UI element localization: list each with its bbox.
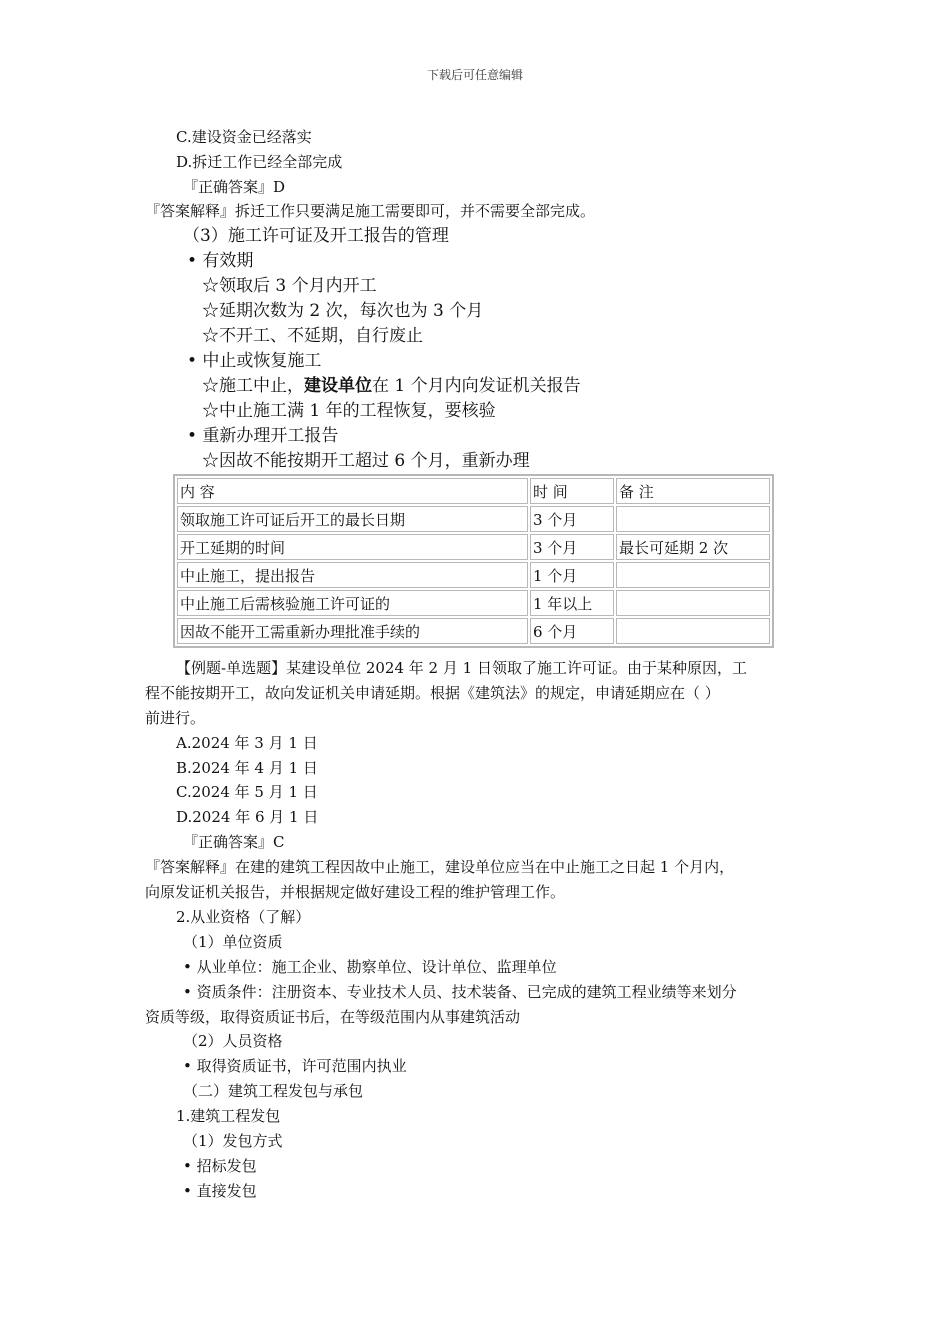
table-row [177, 618, 770, 644]
table-cell: 中止施工，提出报告 [177, 562, 528, 588]
contract-method-title: （1）发包方式 [183, 1132, 283, 1150]
contract-section-title: （二）建筑工程发包与承包 [183, 1082, 364, 1100]
suspend-item-2: ☆中止施工满 1 年的工程恢复，要核验 [202, 401, 496, 421]
suspend-item-1 [202, 375, 581, 397]
bullet-validity: • 有效期 [187, 251, 254, 271]
suspend-item-1-bold: 建设单位 [304, 376, 372, 396]
table-header-cell: 内 容 [177, 478, 528, 504]
unit-bullet-2-line-2: 资质等级，取得资质证书后，在等级范围内从事建筑活动 [145, 1008, 521, 1026]
contract-bullet-2: • 直接发包 [183, 1182, 257, 1200]
table-header-cell: 备 注 [616, 478, 770, 504]
validity-item-3: ☆不开工、不延期，自行废止 [202, 326, 423, 346]
table-row [177, 562, 770, 588]
unit-bullet-1: • 从业单位：施工企业、勘察单位、设计单位、监理单位 [183, 958, 557, 976]
unit-qualification-title: （1）单位资质 [183, 933, 283, 951]
contract-bullet-1: • 招标发包 [183, 1157, 257, 1175]
table-cell: 开工延期的时间 [177, 534, 528, 560]
section-title: （3）施工许可证及开工报告的管理 [183, 226, 449, 246]
table-cell: 1 年以上 [530, 590, 614, 616]
option-b: B.2024 年 4 月 1 日 [176, 759, 318, 777]
table-row [177, 506, 770, 532]
person-bullet-1: • 取得资质证书，许可范围内执业 [183, 1057, 407, 1075]
bullet-suspend: • 中止或恢复施工 [187, 351, 322, 371]
page-header: 下载后可任意编辑 [426, 68, 523, 82]
table-cell: 1 个月 [530, 562, 614, 588]
answer-explanation: 『答案解释』拆迁工作只要满足施工需要即可，并不需要全部完成。 [145, 202, 596, 220]
table-cell: 3 个月 [530, 506, 614, 532]
table-cell [616, 562, 770, 588]
question-stem-line-3: 前进行。 [145, 709, 206, 727]
answer-explanation-line-1: 『答案解释』在建的建筑工程因故中止施工，建设单位应当在中止施工之日起 1 个月内， [145, 858, 735, 876]
option-c: C.2024 年 5 月 1 日 [176, 783, 318, 801]
qualification-title: 2.从业资格（了解） [176, 908, 311, 926]
table-cell: 领取施工许可证后开工的最长日期 [177, 506, 528, 532]
table-header-cell: 时 间 [530, 478, 614, 504]
person-qualification-title: （2）人员资格 [183, 1032, 283, 1050]
table-cell: 3 个月 [530, 534, 614, 560]
option-c: C.建设资金已经落实 [176, 128, 312, 146]
correct-answer: 『正确答案』C [183, 833, 285, 851]
option-a: A.2024 年 3 月 1 日 [176, 734, 318, 752]
suspend-item-1-prefix: ☆施工中止， [202, 376, 304, 396]
table-cell: 6 个月 [530, 618, 614, 644]
bullet-reapply: • 重新办理开工报告 [187, 426, 339, 446]
table-cell: 最长可延期 2 次 [616, 534, 770, 560]
table-cell: 中止施工后需核验施工许可证的 [177, 590, 528, 616]
table-cell [616, 618, 770, 644]
suspend-item-1-suffix: 在 1 个月内向发证机关报告 [372, 376, 581, 396]
table-cell [616, 506, 770, 532]
contract-subtitle: 1.建筑工程发包 [176, 1107, 281, 1125]
reapply-item: ☆因故不能按期开工超过 6 个月，重新办理 [202, 451, 530, 471]
summary-table [173, 474, 774, 648]
question-stem-line-2: 程不能按期开工，故向发证机关申请延期。根据《建筑法》的规定，申请延期应在（ ） [145, 684, 720, 702]
table-cell: 因故不能开工需重新办理批准手续的 [177, 618, 528, 644]
validity-item-1: ☆领取后 3 个月内开工 [202, 276, 377, 296]
correct-answer: 『正确答案』D [183, 178, 286, 196]
unit-bullet-2-line-1: • 资质条件：注册资本、专业技术人员、技术装备、已完成的建筑工程业绩等来划分 [183, 983, 737, 1001]
table-cell [616, 590, 770, 616]
table-row [177, 534, 770, 560]
option-d: D.2024 年 6 月 1 日 [176, 808, 319, 826]
answer-explanation-line-2: 向原发证机关报告，并根据规定做好建设工程的维护管理工作。 [145, 883, 566, 901]
table-row [177, 590, 770, 616]
question-stem-line-1: 【例题-单选题】某建设单位 2024 年 2 月 1 日领取了施工许可证。由于某种原因，工 [176, 659, 747, 677]
validity-item-2: ☆延期次数为 2 次，每次也为 3 个月 [202, 301, 484, 321]
option-d: D.拆迁工作已经全部完成 [176, 153, 343, 171]
table-header-row [177, 478, 770, 504]
